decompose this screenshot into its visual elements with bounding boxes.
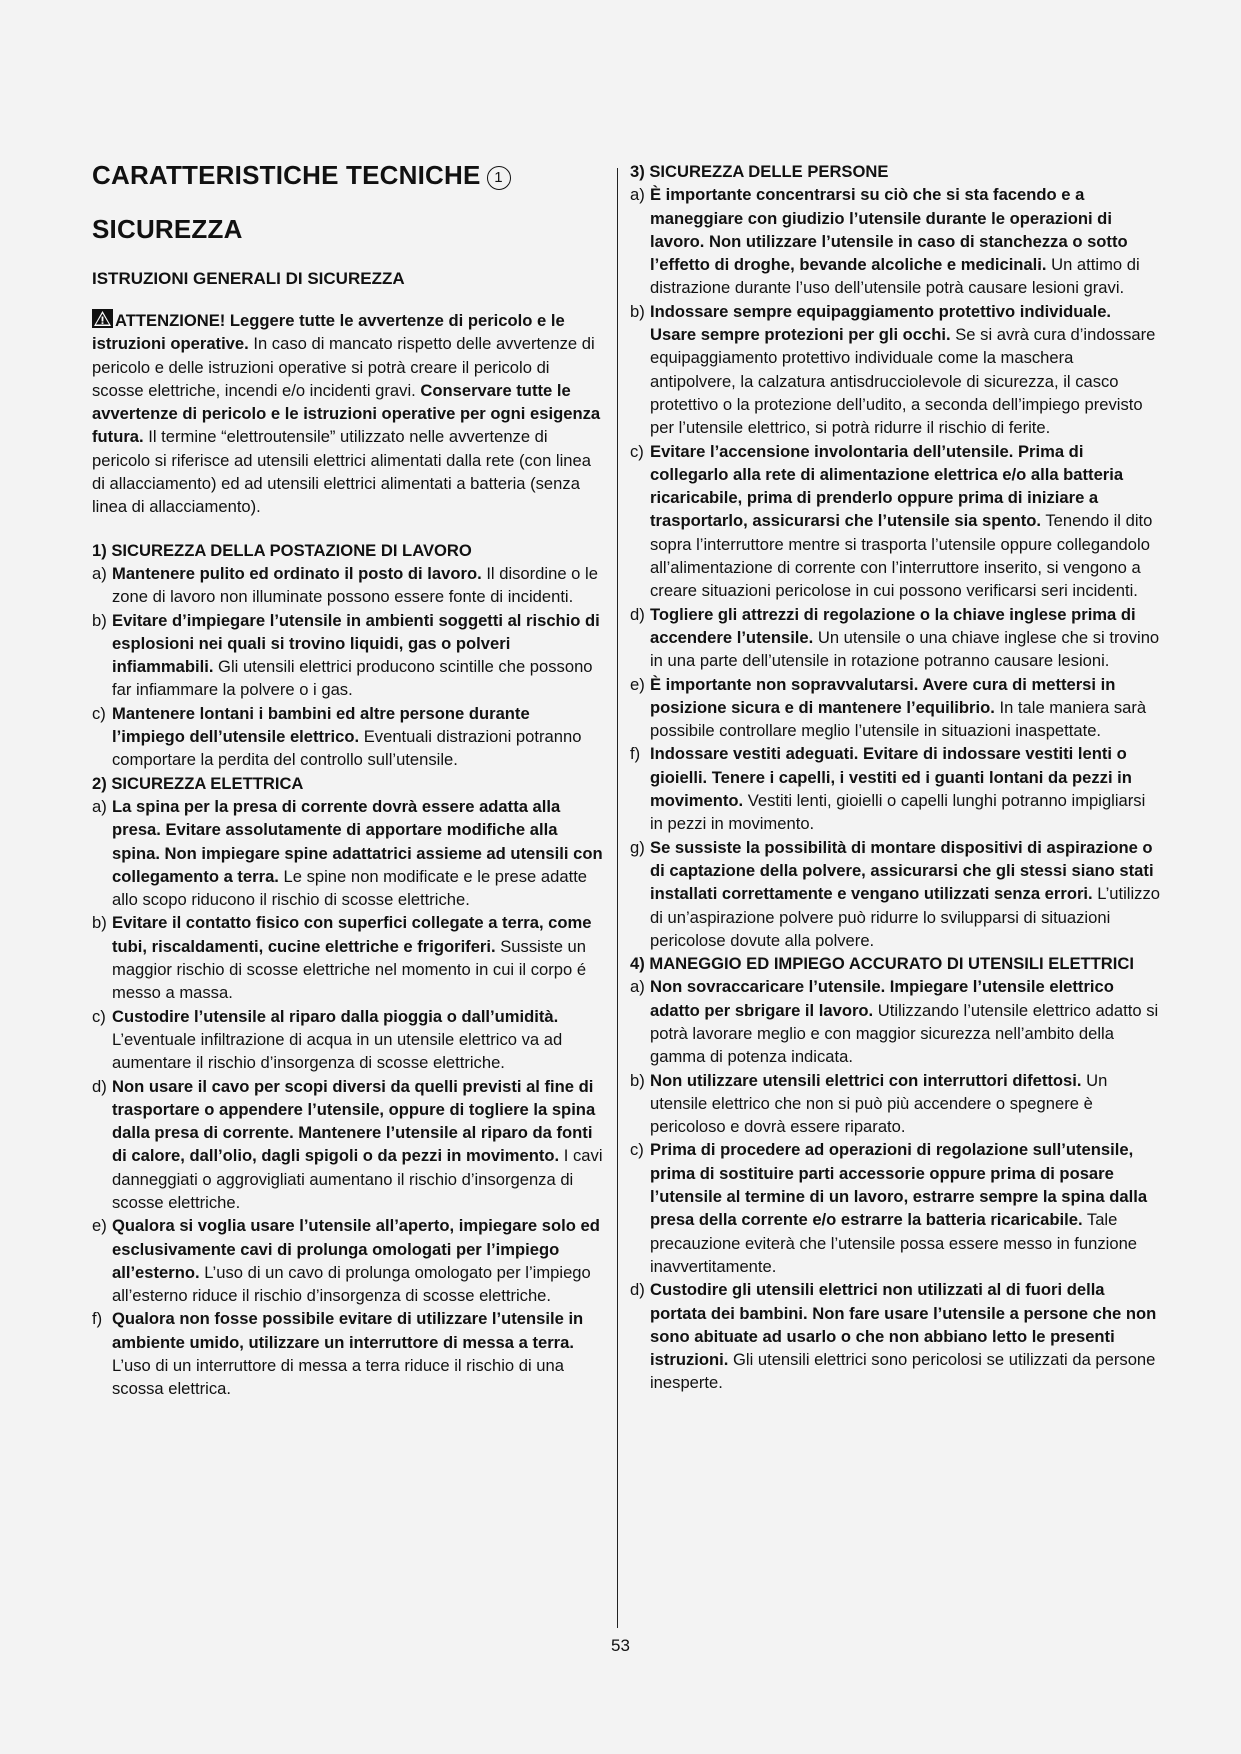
item-bold-text: Non sovraccaricare l’utensile. Impiegare l’utensile elettrico adatto per sbrigare il lavoro.	[650, 977, 1114, 1020]
list-item	[630, 975, 1160, 1068]
section-title-safety: SICUREZZA	[92, 214, 243, 244]
item-bold-text: Non usare il cavo per scopi diversi da quelli previsti al fine di trasportare o appendere l’utensile, oppure di togliere la spina dalla presa di corrente. Mantenere l’utensile al riparo da fonti di calore, dall’olio, dagli spigoli o da pezzi in movimento.	[112, 1076, 596, 1166]
page-title: CARATTERISTICHE TECNICHE 1	[92, 160, 604, 190]
item-label: g)	[630, 837, 645, 857]
item-label: f)	[92, 1309, 103, 1329]
item-label: e)	[630, 674, 645, 694]
page-number: 53	[611, 1636, 630, 1655]
item-bold-text: La spina per la presa di corrente dovrà essere adatta alla presa. Evitare assolutamente di apportare modifiche alla spina. Non impiegare spine adattatrici assieme ad utensili con collegamento a terra.	[112, 796, 603, 886]
section-heading-1: 1) SICUREZZA DELLA POSTAZIONE DI LAVORO	[92, 540, 472, 560]
right-column	[630, 160, 1160, 1395]
item-text: Gli utensili elettrici producono scintille che possono far infiammare la polvere o i gas.	[112, 657, 593, 700]
item-text: Utilizzando l’utensile elettrico adatto si potrà lavorare meglio e con maggior sicurezza nell’ambito della gamma di potenza indicata.	[650, 1000, 1159, 1067]
item-text: Sussiste un maggior rischio di scosse elettriche nel momento in cui il corpo é messo a massa.	[112, 936, 587, 1003]
item-text: Tale precauzione eviterà che l’utensile possa essere messo in funzione inavvertitamente.	[650, 1210, 1138, 1276]
item-bold-text: Prima di procedere ad operazioni di regolazione sull’utensile, prima di sostituire parti accessorie oppure prima di posare l’utensile al termine di un lavoro, estrarre sempre la spina dalla presa della corrente e/o estrarre la batteria ricaricabile.	[650, 1140, 1148, 1230]
section-3-list	[630, 183, 1160, 952]
item-label: a)	[630, 977, 645, 997]
figure-ref-badge: 1	[487, 166, 511, 190]
item-label: d)	[630, 604, 645, 624]
item-label: b)	[92, 913, 107, 933]
item-text: Eventuali distrazioni potranno comportare la perdita del controllo sull’utensile.	[112, 727, 582, 770]
item-label: e)	[92, 1216, 107, 1236]
item-bold-text: È importante non sopravvalutarsi. Avere cura di mettersi in posizione sicura e di mantenere l’equilibrio.	[650, 674, 1116, 717]
section-heading-2: 2) SICUREZZA ELETTRICA	[92, 773, 304, 793]
list-item	[630, 836, 1160, 952]
item-bold-text: Mantenere pulito ed ordinato il posto di lavoro.	[112, 563, 482, 583]
item-bold-text: Mantenere lontani i bambini ed altre persone durante l’impiego dell’utensile elettrico.	[112, 703, 530, 747]
item-bold-text: Non utilizzare utensili elettrici con interruttori difettosi.	[650, 1070, 1082, 1090]
item-label: d)	[630, 1280, 645, 1300]
list-item	[92, 1005, 604, 1075]
list-item	[630, 603, 1160, 673]
item-text: Vestiti lenti, gioielli o capelli lunghi potranno impigliarsi in pezzi in movimento.	[650, 791, 1146, 834]
item-label: d)	[92, 1076, 107, 1096]
list-item	[92, 795, 604, 911]
item-bold-text: È importante concentrarsi su ciò che si sta facendo e a maneggiare con giudizio l’utensile durante le operazioni di lavoro. Non utilizzare l’utensile in caso di stanchezza o sotto l’effetto di droghe, bevande alcoliche e medicinali.	[650, 185, 1128, 275]
list-item	[630, 300, 1160, 440]
subtitle: ISTRUZIONI GENERALI DI SICUREZZA	[92, 269, 405, 288]
list-item	[630, 440, 1160, 603]
section-2-list	[92, 795, 604, 1401]
list-item	[630, 1138, 1160, 1278]
item-label: b)	[630, 1070, 645, 1090]
section-heading-4: 4) MANEGGIO ED IMPIEGO ACCURATO DI UTENSILI ELETTRICI	[630, 954, 1134, 974]
section-heading-3: 3) SICUREZZA DELLE PERSONE	[630, 162, 889, 181]
item-label: c)	[92, 1006, 106, 1026]
item-text: L’utilizzo di un’aspirazione polvere può ridurre lo svilupparsi di situazioni pericolose dovute alla polvere.	[650, 884, 1160, 950]
list-item	[630, 673, 1160, 743]
left-column	[92, 160, 604, 1401]
list-item	[630, 183, 1160, 299]
list-item	[92, 1214, 604, 1307]
warning-icon	[92, 309, 113, 328]
list-item	[630, 742, 1160, 835]
item-bold-text: Evitare l’accensione involontaria dell’utensile. Prima di collegarlo alla rete di alimentazione elettrica e/o alla batteria ricaricabile, prima di prenderlo oppure prima di iniziare a trasportarlo, assicurarsi che l’utensile sia spento.	[650, 441, 1124, 531]
item-text: Un attimo di distrazione durante l’uso dell’utensile potrà causare lesioni gravi.	[650, 255, 1140, 298]
item-bold-text: Custodire l’utensile al riparo dalla pioggia o dall’umidità.	[112, 1006, 559, 1026]
item-text: I cavi danneggiati o aggrovigliati aumentano il rischio d’insorgenza di scosse elettriche.	[112, 1146, 603, 1212]
list-item	[630, 1278, 1160, 1394]
list-item	[630, 1069, 1160, 1139]
list-item	[92, 1307, 604, 1400]
item-bold-text: Evitare d’impiegare l’utensile in ambienti soggetti al rischio di esplosioni nei quali si trovino liquidi, gas o polveri infiammabili.	[112, 610, 600, 677]
item-label: f)	[630, 744, 641, 764]
item-label: a)	[92, 563, 107, 583]
section-4-list	[630, 975, 1160, 1394]
item-text: Un utensile o una chiave inglese che si trovino in una parte dell’utensile in rotazione potranno causare lesioni.	[650, 627, 1160, 671]
item-bold-text: Evitare il contatto fisico con superfici collegate a terra, come tubi, riscaldamenti, cucine elettriche e frigoriferi.	[112, 913, 592, 956]
item-label: c)	[92, 703, 106, 723]
item-label: a)	[92, 796, 107, 816]
item-label: b)	[92, 610, 107, 630]
item-bold-text: Indossare vestiti adeguati. Evitare di indossare vestiti lenti o gioielli. Tenere i capelli, i vestiti ed i guanti lontani da pezzi in movimento.	[650, 744, 1132, 811]
list-item	[92, 702, 604, 772]
section-1-list	[92, 562, 604, 772]
item-text: L’uso di un cavo di prolunga omologato per l’impiego all’esterno riduce il rischio d’insorgenza di scosse elettriche.	[112, 1262, 591, 1306]
item-label: a)	[630, 185, 645, 205]
item-bold-text: Qualora si voglia usare l’utensile all’aperto, impiegare solo ed esclusivamente cavi di prolunga omologati per l’impiego all’esterno.	[112, 1216, 600, 1282]
column-divider	[617, 168, 618, 1628]
list-item	[92, 911, 604, 1004]
item-text: In tale maniera sarà possibile controllare meglio l’utensile in situazioni inaspettate.	[650, 697, 1147, 741]
item-text: Un utensile elettrico che non si può più accendere o spegnere è pericoloso e dovrà essere riparato.	[650, 1070, 1108, 1137]
item-text: L’eventuale infiltrazione di acqua in un utensile elettrico va ad aumentare il rischio d’insorgenza di scosse elettriche.	[112, 1029, 563, 1073]
item-bold-text: Custodire gli utensili elettrici non utilizzati al di fuori della portata dei bambini. Non fare usare l’utensile a persone che non sono abituate ad usarlo o che non abbiano letto le presenti istruzioni.	[650, 1280, 1157, 1370]
list-item	[92, 1075, 604, 1215]
item-bold-text: Se sussiste la possibilità di montare dispositivi di aspirazione o di captazione della polvere, assicurarsi che gli stessi siano stati installati correttamente e vengano utilizzati senza errori.	[650, 837, 1154, 904]
item-bold-text: Indossare sempre equipaggiamento protettivo individuale. Usare sempre protezioni per gli occhi.	[650, 301, 1112, 345]
item-text: Gli utensili elettrici sono pericolosi se utilizzati da persone inesperte.	[650, 1350, 1156, 1393]
item-bold-text: Togliere gli attrezzi di regolazione o la chiave inglese prima di accendere l’utensile.	[650, 604, 1136, 647]
item-label: c)	[630, 441, 644, 461]
item-text: Tenendo il dito sopra l’interruttore mentre si trasporta l’utensile oppure collegandolo all’alimentazione di corrente con l’interruttore inserito, si vengono a creare situazioni pericolose in cui possono verificarsi seri incidenti.	[650, 511, 1153, 601]
list-item	[92, 562, 604, 609]
warning-paragraph: ATTENZIONE! Leggere tutte le avvertenze di pericolo e le istruzioni operative. In caso di mancato rispetto delle avvertenze di pericolo e delle istruzioni operative si potrà creare il pericolo di scosse elettriche, incendi e/o incidenti gravi. Conservare tutte le avvertenze di pericolo e le istruzioni operative per ogni esigenza futura. Il termine “elettroutensile” utilizzato nelle avvertenze di pericolo si riferisce ad utensili elettrici alimentati dalla rete (con linea di allacciamento) ed ad utensili elettrici alimentati a batteria (senza linea di allacciamento).	[92, 311, 601, 517]
item-bold-text: Qualora non fosse possibile evitare di utilizzare l’utensile in ambiente umido, utilizzare un interruttore di messa a terra.	[112, 1309, 584, 1352]
list-item	[92, 609, 604, 702]
item-label: c)	[630, 1140, 644, 1160]
item-text: Il disordine o le zone di lavoro non illuminate possono essere fonte di incidenti.	[112, 563, 598, 607]
item-text: L’uso di un interruttore di messa a terra riduce il rischio di una scossa elettrica.	[112, 1356, 564, 1399]
item-text: Le spine non modificate e le prese adatte allo scopo riducono il rischio di scosse elettriche.	[112, 866, 588, 910]
item-label: b)	[630, 301, 645, 321]
item-text: Se si avrà cura d’indossare equipaggiamento protettivo individuale come la maschera antipolvere, la calzatura antisdrucciolevole di sicurezza, il casco protettivo o la protezione dell’udito, a seconda dell’impiego previsto per l’utensile elettrico, si potrà ridurre il rischio di ferite.	[650, 325, 1156, 438]
